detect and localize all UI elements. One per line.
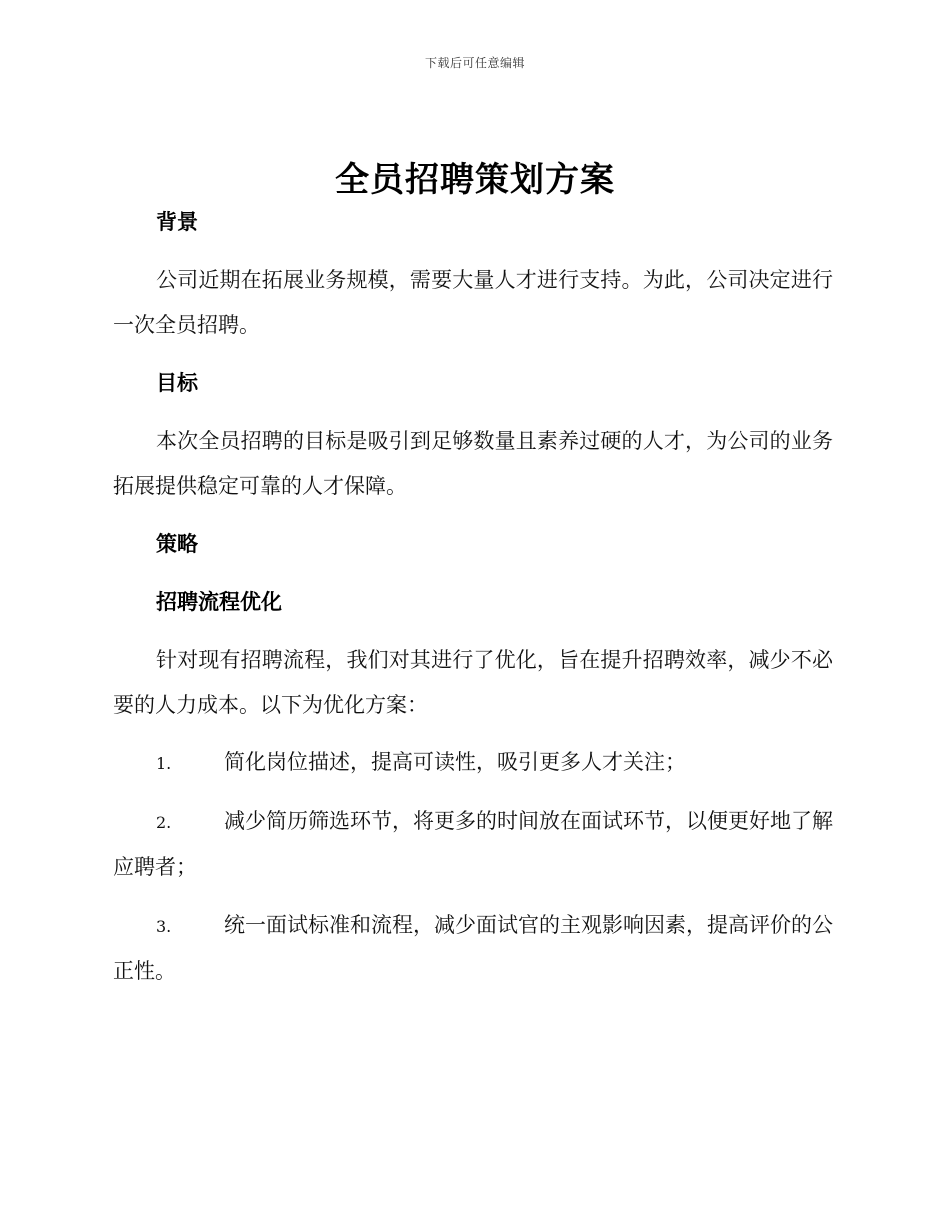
list-item-number: 2. [156,813,172,832]
list-item-text: 统一面试标准和流程，减少面试官的主观影响因素，提高评价的公正性。 [113,913,833,983]
document-body [113,200,833,994]
goal-paragraph: 本次全员招聘的目标是吸引到足够数量且素养过硬的人才，为公司的业务拓展提供稳定可靠的人才保障。 [113,429,833,498]
background-paragraph: 公司近期在拓展业务规模，需要大量人才进行支持。为此，公司决定进行一次全员招聘。 [113,268,833,337]
section-heading-background: 背景 [156,210,198,234]
section-heading-goal: 目标 [156,371,198,395]
list-item-text: 简化岗位描述，提高可读性，吸引更多人才关注； [224,750,686,774]
document-title: 全员招聘策划方案 [335,160,615,200]
header-note: 下载后可任意编辑 [424,56,525,70]
strategy-intro-paragraph: 针对现有招聘流程，我们对其进行了优化，旨在提升招聘效率，减少不必要的人力成本。以下为优化方案： [113,648,833,717]
list-item [113,799,833,890]
list-item [113,903,833,994]
list-item-number: 3. [156,917,172,936]
subheading-process-optimization: 招聘流程优化 [156,590,282,614]
list-item-text: 减少简历筛选环节，将更多的时间放在面试环节，以便更好地了解应聘者； [113,809,833,879]
list-item [113,740,833,786]
section-heading-strategy: 策略 [156,532,198,556]
list-item-number: 1. [156,754,172,773]
